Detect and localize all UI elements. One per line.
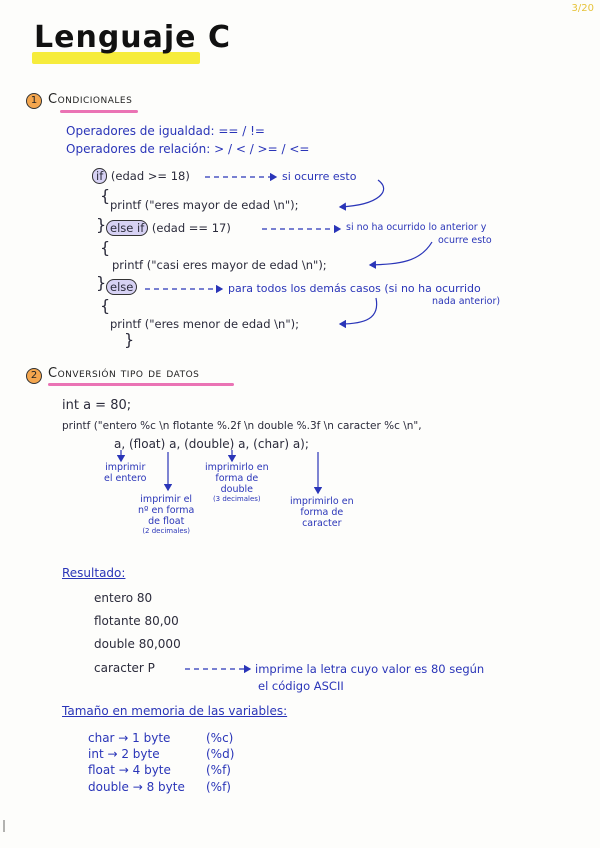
operadores-igualdad: Operadores de igualdad: == / != <box>66 124 265 138</box>
size-double: double → 8 byte <box>88 780 185 794</box>
tamano-label: Tamaño en memoria de las variables: <box>62 704 288 718</box>
section-1-title: Condicionales <box>48 92 133 107</box>
else-note-2: nada anterior) <box>432 296 501 307</box>
size-int-fmt: (%d) <box>206 747 235 761</box>
annotation-float: imprimir el nº en forma de float (2 decimales) <box>138 494 195 535</box>
int-declaration: int a = 80; <box>62 398 132 413</box>
else-keyword: else <box>106 279 137 295</box>
size-int: int → 2 byte <box>88 747 160 761</box>
else-if-condition: (edad == 17) <box>151 221 231 235</box>
if-keyword: if <box>92 168 107 184</box>
caracter-note-1: imprime la letra cuyo valor es 80 según <box>255 662 485 676</box>
resultado-double: double 80,000 <box>94 637 181 651</box>
corner-mark: 3/20 <box>571 3 594 14</box>
else-if-keyword: else if <box>106 220 148 236</box>
caracter-note-2: el código ASCII <box>258 679 344 693</box>
else-note-1: para todos los demás casos (si no ha ocurrido <box>228 282 481 295</box>
section-1-number: 1 <box>26 93 42 109</box>
operadores-relacion: Operadores de relación: > / < / >= / <= <box>66 142 310 156</box>
page-title: Lenguaje C <box>34 20 231 55</box>
if-note: si ocurre esto <box>282 170 357 183</box>
brace-close-3: } <box>124 330 135 349</box>
printf-casi: printf ("casi eres mayor de edad \n"); <box>112 258 327 272</box>
printf-conversion-line-2: a, (float) a, (double) a, (char) a); <box>114 437 309 451</box>
else-if-note-2: ocurre esto <box>438 235 492 246</box>
size-float-fmt: (%f) <box>206 763 231 777</box>
brace-open-2: { <box>100 238 111 257</box>
printf-mayor: printf ("eres mayor de edad \n"); <box>110 198 299 212</box>
size-float: float → 4 byte <box>88 763 171 777</box>
size-double-fmt: (%f) <box>206 780 231 794</box>
brace-open-3: { <box>100 296 111 315</box>
resultado-entero: entero 80 <box>94 591 153 605</box>
brace-open-1: { <box>100 186 111 205</box>
if-condition: (edad >= 18) <box>110 169 190 183</box>
arrow-curve-2 <box>370 242 432 265</box>
brace-close-1: } <box>96 215 107 234</box>
resultado-flotante: flotante 80,00 <box>94 614 179 628</box>
printf-menor: printf ("eres menor de edad \n"); <box>110 317 299 331</box>
annotation-char: imprimirlo en forma de caracter <box>290 496 354 529</box>
annotation-double: imprimirlo en forma de double (3 decimales) <box>205 462 269 503</box>
section-2-number: 2 <box>26 368 42 384</box>
printf-conversion-line-1: printf ("entero %c \n flotante %.2f \n double %.3f \n caracter %c \n", <box>62 420 422 432</box>
brace-close-2: } <box>96 273 107 292</box>
arrow-curve-3 <box>340 298 377 324</box>
section-2-title: Conversión tipo de datos <box>48 366 200 381</box>
size-char-fmt: (%c) <box>206 731 234 745</box>
size-char: char → 1 byte <box>88 731 171 745</box>
resultado-label: Resultado: <box>62 566 126 580</box>
resultado-caracter: caracter P <box>94 661 155 675</box>
arrow-curve-1 <box>340 180 384 207</box>
else-if-note-1: si no ha ocurrido lo anterior y <box>346 222 487 233</box>
annotation-entero: imprimir el entero <box>104 462 147 484</box>
